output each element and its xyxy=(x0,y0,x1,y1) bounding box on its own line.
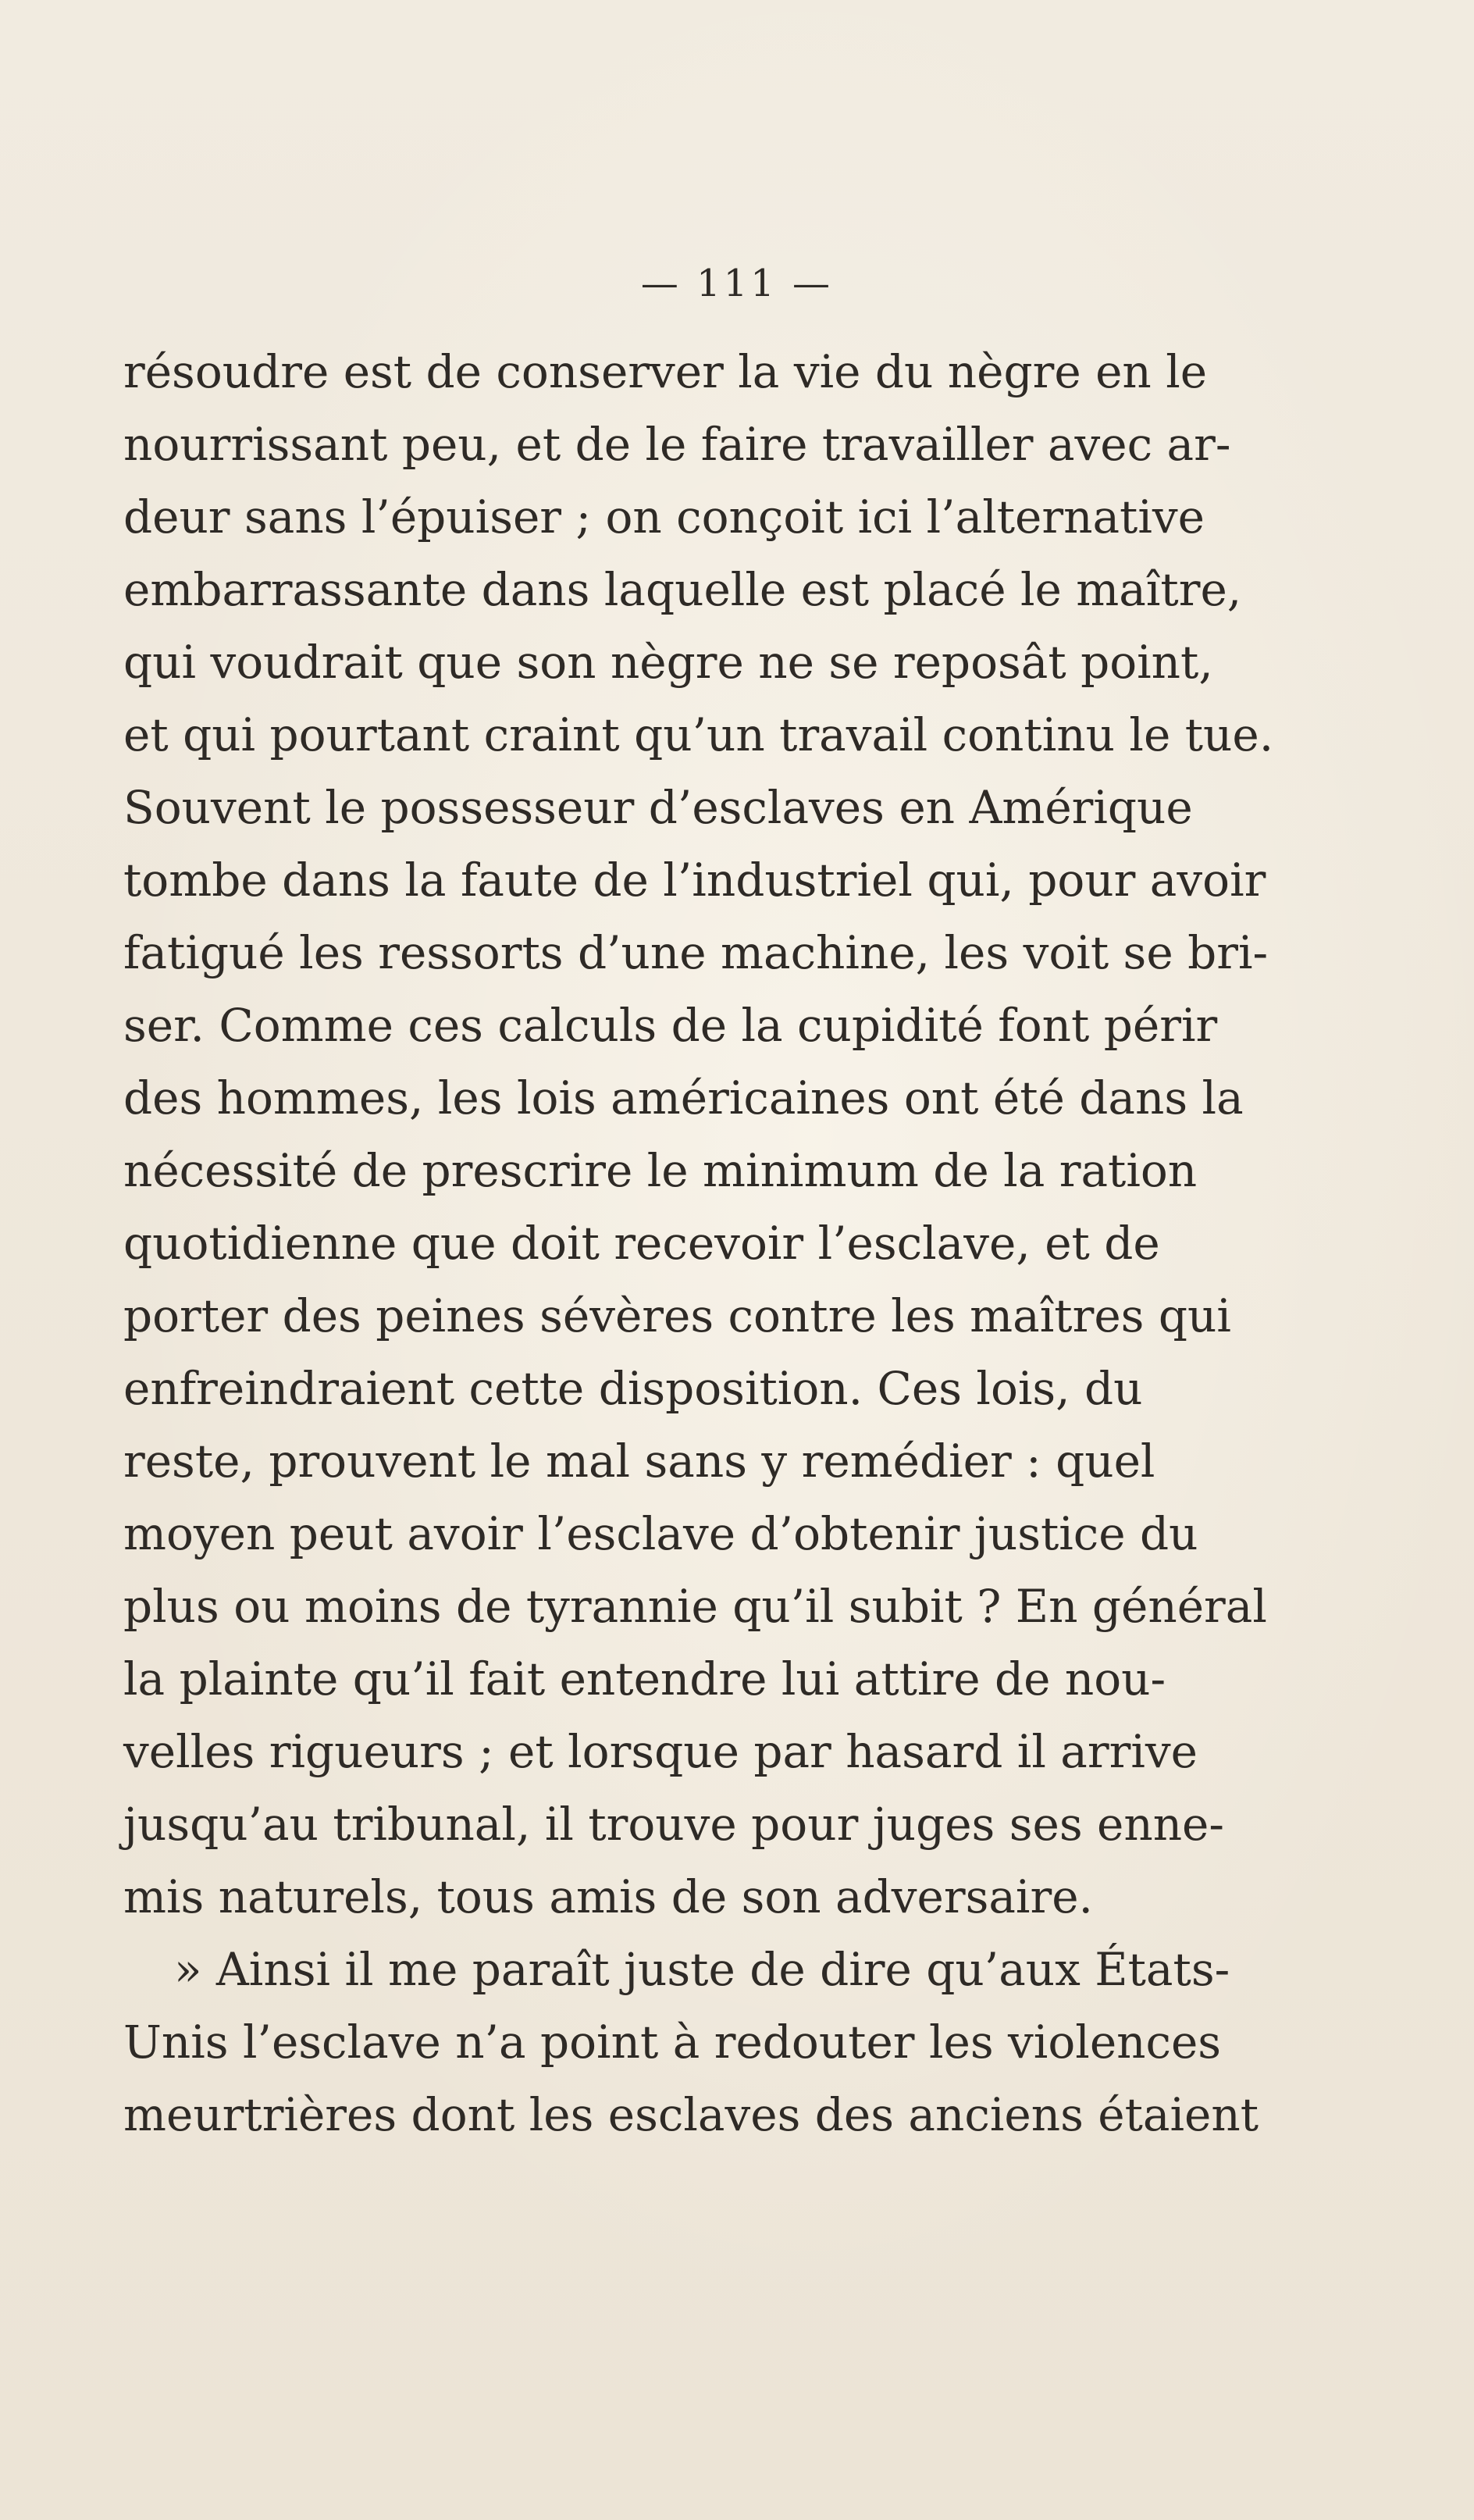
text-line: reste, prouvent le mal sans y remédier : quel xyxy=(123,1435,1155,1488)
text-line: nourrissant peu, et de le faire travailler avec ar- xyxy=(123,418,1231,471)
text-line: porter des peines sévères contre les maîtres qui xyxy=(123,1289,1231,1342)
text-line: » Ainsi il me paraît juste de dire qu’aux États- xyxy=(174,1943,1230,1996)
text-line: plus ou moins de tyrannie qu’il subit ? En général xyxy=(123,1580,1267,1633)
text-line: Souvent le possesseur d’esclaves en Amérique xyxy=(123,781,1193,834)
text-line: résoudre est de conserver la vie du nègre en le xyxy=(123,345,1208,398)
text-line: mis naturels, tous amis de son adversaire. xyxy=(123,1870,1093,1923)
text-line: des hommes, les lois américaines ont été dans la xyxy=(123,1071,1244,1125)
text-line: qui voudrait que son nègre ne se reposât point, xyxy=(123,636,1213,689)
text-line: quotidienne que doit recevoir l’esclave, et de xyxy=(123,1217,1160,1270)
text-line: meurtrières dont les esclaves des anciens étaient xyxy=(123,2088,1259,2141)
text-line: tombe dans la faute de l’industriel qui, pour avoir xyxy=(123,854,1266,907)
text-line: la plainte qu’il fait entendre lui attire de nou- xyxy=(123,1652,1166,1706)
text-line: embarrassante dans laquelle est placé le maître, xyxy=(123,563,1242,616)
text-line: nécessité de prescrire le minimum de la ration xyxy=(123,1144,1198,1197)
text-line: fatigué les ressorts d’une machine, les voit se bri- xyxy=(123,926,1269,979)
text-line: moyen peut avoir l’esclave d’obtenir justice du xyxy=(123,1507,1198,1560)
body-text xyxy=(123,336,1274,2151)
text-line: deur sans l’épuiser ; on conçoit ici l’alternative xyxy=(123,490,1205,544)
text-line: velles rigueurs ; et lorsque par hasard il arrive xyxy=(123,1725,1198,1778)
page-number: — 111 — xyxy=(640,262,834,305)
text-line: enfreindraient cette disposition. Ces lois, du xyxy=(123,1362,1143,1415)
text-line: ser. Comme ces calculs de la cupidité font périr xyxy=(123,999,1218,1052)
text-line: jusqu’au tribunal, il trouve pour juges ses enne- xyxy=(123,1798,1224,1851)
text-line: Unis l’esclave n’a point à redouter les violences xyxy=(123,2016,1222,2069)
text-line: et qui pourtant craint qu’un travail continu le tue. xyxy=(123,708,1274,761)
